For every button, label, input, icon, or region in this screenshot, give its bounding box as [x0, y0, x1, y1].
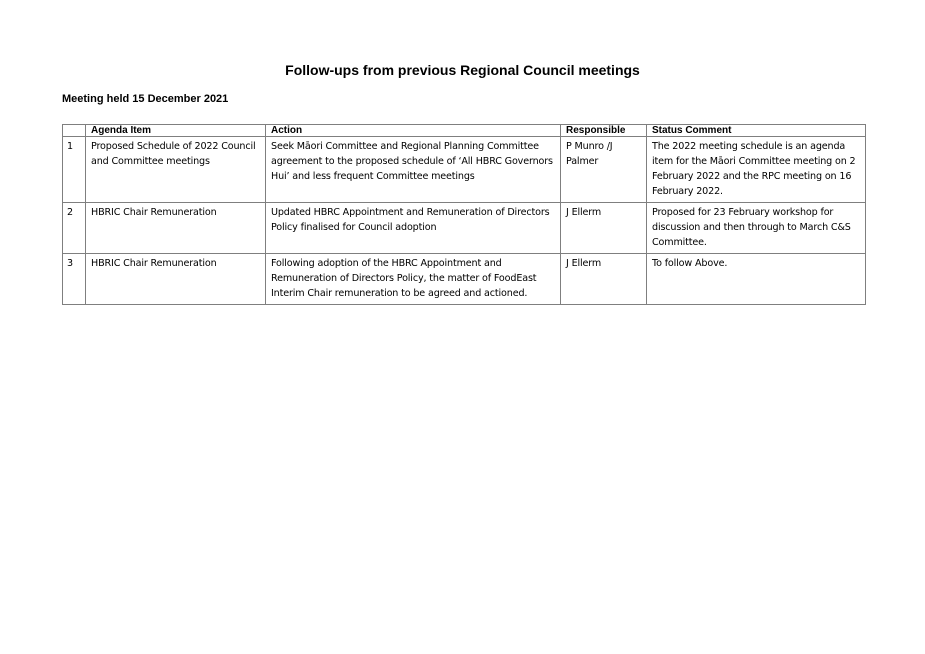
header-agenda-item: Agenda Item — [86, 125, 266, 137]
table-row — [63, 203, 866, 254]
meeting-date-heading: Meeting held 15 December 2021 — [62, 93, 229, 105]
responsible-cell: P Munro /J Palmer — [561, 137, 647, 203]
header-responsible: Responsible — [561, 125, 647, 137]
status-comment-cell: To follow Above. — [647, 254, 866, 305]
responsible-cell: J Ellerm — [561, 254, 647, 305]
agenda-item-cell: HBRIC Chair Remuneration — [86, 203, 266, 254]
table-row — [63, 254, 866, 305]
agenda-item-cell: HBRIC Chair Remuneration — [86, 254, 266, 305]
agenda-item-cell: Proposed Schedule of 2022 Council and Committee meetings — [86, 137, 266, 203]
status-comment-cell: The 2022 meeting schedule is an agenda item for the Māori Committee meeting on 2 February 2022 and the RPC meeting on 16 February 2022. — [647, 137, 866, 203]
table-row — [63, 137, 866, 203]
table-header-row — [63, 125, 866, 137]
row-number: 1 — [63, 137, 86, 203]
page-title: Follow-ups from previous Regional Council meetings — [285, 62, 640, 78]
header-action: Action — [266, 125, 561, 137]
row-number: 3 — [63, 254, 86, 305]
action-cell: Following adoption of the HBRC Appointment and Remuneration of Directors Policy, the matter of FoodEast Interim Chair remuneration to be agreed and actioned. — [266, 254, 561, 305]
status-comment-cell: Proposed for 23 February workshop for discussion and then through to March C&S Committee. — [647, 203, 866, 254]
follow-ups-table — [62, 124, 866, 305]
action-cell: Updated HBRC Appointment and Remuneration of Directors Policy finalised for Council adoption — [266, 203, 561, 254]
action-cell: Seek Māori Committee and Regional Planning Committee agreement to the proposed schedule of ‘All HBRC Governors Hui’ and less frequent Committee meetings — [266, 137, 561, 203]
header-number — [63, 125, 86, 137]
header-status-comment: Status Comment — [647, 125, 866, 137]
responsible-cell: J Ellerm — [561, 203, 647, 254]
row-number: 2 — [63, 203, 86, 254]
